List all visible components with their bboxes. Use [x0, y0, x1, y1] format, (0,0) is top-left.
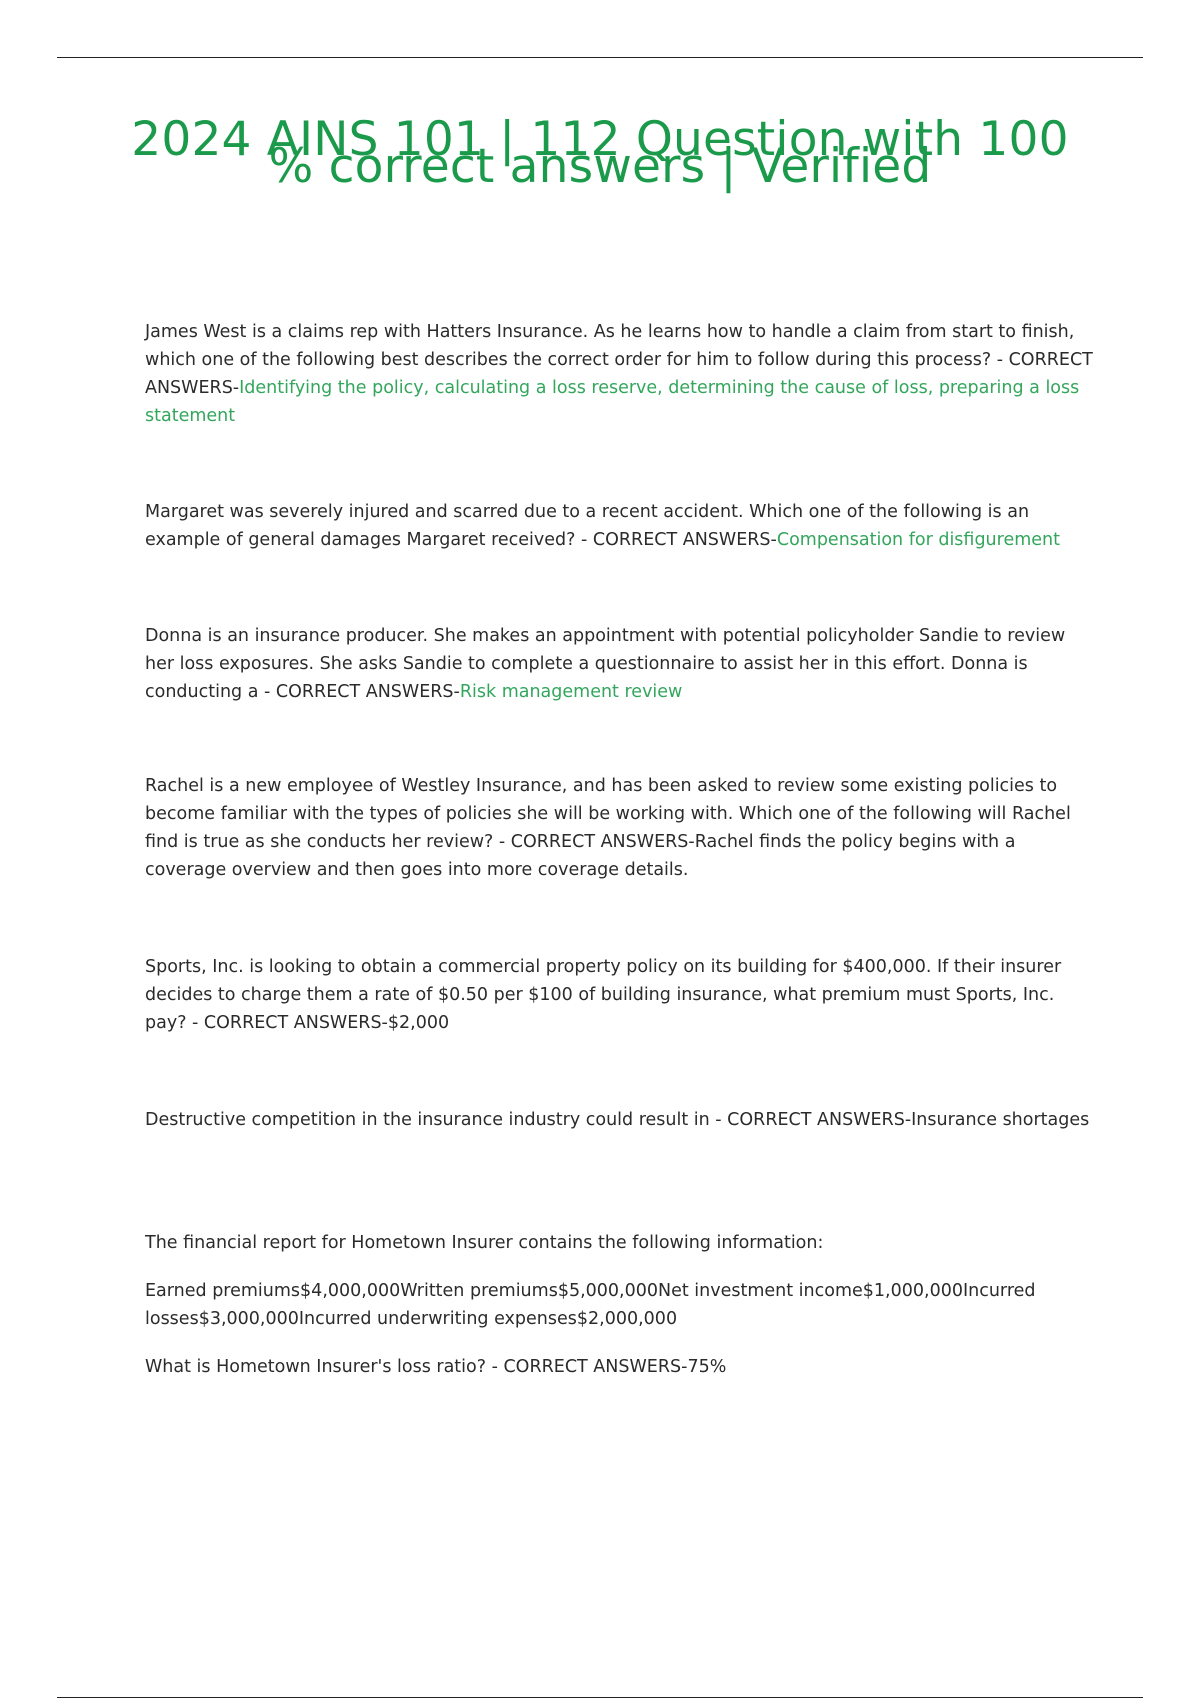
answer-text: Rachel finds the policy begins with a coverage overview and then goes into more coverage details.	[145, 832, 1016, 880]
question-text: Destructive competition in the insurance industry could result in - CORRECT ANSWERS-	[145, 1110, 912, 1130]
answer-text: Identifying the policy, calculating a loss reserve, determining the cause of loss, preparing a loss statement	[145, 378, 1080, 426]
answer-text: 75%	[687, 1357, 727, 1377]
answer-text: Compensation for disfigurement	[776, 530, 1060, 550]
qa-item-7	[145, 1353, 1095, 1381]
question-text: What is Hometown Insurer's loss ratio? - CORRECT ANSWERS-	[145, 1357, 688, 1377]
qa-item-6	[145, 1106, 1095, 1134]
question-text: Donna is an insurance producer. She makes an appointment with potential policyholder Sandie to review her loss exposures. She asks Sandie to complete a questionnaire to assist her in this effort. Donna is conducting a - CORRECT ANSWERS-	[145, 626, 1066, 702]
answer-text: $2,000	[387, 1013, 450, 1033]
qa-item-4	[145, 772, 1095, 884]
document-title: 2024 AINS 101 | 112 Question with 100 % correct answers | Verified	[131, 112, 1069, 194]
answer-text: Risk management review	[459, 682, 683, 702]
qa-item-7-data: Earned premiums$4,000,000Written premiums$5,000,000Net investment income$1,000,000Incurred losses$3,000,000Incurred underwriting expenses$2,000,000	[145, 1281, 1036, 1329]
bottom-rule	[57, 1697, 1143, 1698]
question-text: James West is a claims rep with Hatters Insurance. As he learns how to handle a claim from start to finish, which one of the following best describes the correct order for him to follow during this process? - CORRECT ANSWERS-	[145, 322, 1093, 398]
question-text: Sports, Inc. is looking to obtain a commercial property policy on its building for $400,000. If their insurer decides to charge them a rate of $0.50 per $100 of building insurance, what premium must Sports, Inc. pay? - CORRECT ANSWERS-	[145, 957, 1062, 1033]
question-text: Margaret was severely injured and scarred due to a recent accident. Which one of the following is an example of general damages Margaret received? - CORRECT ANSWERS-	[145, 502, 1030, 550]
qa-item-3	[145, 622, 1095, 706]
qa-item-1	[145, 318, 1095, 430]
qa-item-2	[145, 498, 1095, 554]
answer-text: Insurance shortages	[911, 1110, 1090, 1130]
question-text: Rachel is a new employee of Westley Insurance, and has been asked to review some existing policies to become familiar with the types of policies she will be working with. Which one of the following will Rachel find is true as she conducts her review? - CORRECT ANSWERS-	[145, 776, 1071, 852]
qa-item-7-intro: The financial report for Hometown Insurer contains the following information:	[145, 1233, 824, 1253]
qa-item-5	[145, 953, 1095, 1037]
top-rule	[57, 57, 1143, 58]
